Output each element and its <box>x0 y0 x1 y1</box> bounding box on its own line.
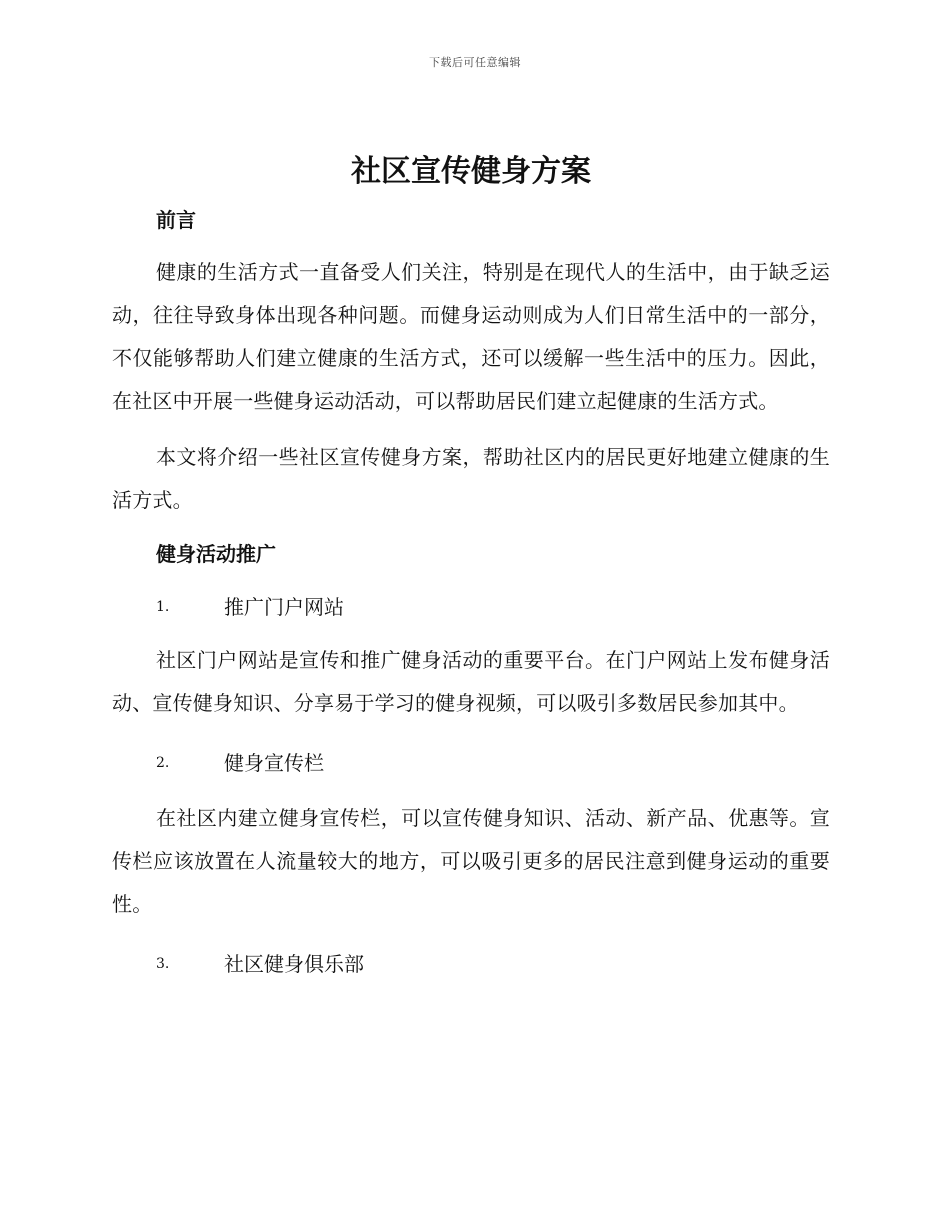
list-number: 1. <box>156 599 170 615</box>
page-header: 下载后可任意编辑 <box>429 56 521 69</box>
list-item-3 <box>112 950 830 978</box>
list-title: 社区健身俱乐部 <box>224 952 364 976</box>
section-heading-promotion: 健身活动推广 <box>156 542 276 566</box>
paragraph-preface-2: 本文将介绍一些社区宣传健身方案，帮助社区内的居民更好地建立健康的生活方式。 <box>112 445 830 512</box>
paragraph-item-1: 社区门户网站是宣传和推广健身活动的重要平台。在门户网站上发布健身活动、宣传健身知识、分享易于学习的健身视频，可以吸引多数居民参加其中。 <box>112 648 830 715</box>
list-title: 推广门户网站 <box>224 595 344 619</box>
section-heading-preface: 前言 <box>156 208 196 232</box>
list-item-2 <box>112 749 830 777</box>
paragraph-item-2: 在社区内建立健身宣传栏，可以宣传健身知识、活动、新产品、优惠等。宣传栏应该放置在人流量较大的地方，可以吸引更多的居民注意到健身运动的重要性。 <box>112 806 830 916</box>
document-body <box>112 152 830 978</box>
paragraph-preface-1: 健康的生活方式一直备受人们关注，特别是在现代人的生活中，由于缺乏运动，往往导致身体出现各种问题。而健身运动则成为人们日常生活中的一部分，不仅能够帮助人们建立健康的生活方式，还可以缓解一些生活中的压力。因此，在社区中开展一些健身运动活动，可以帮助居民们建立起健康的生活方式。 <box>112 260 830 413</box>
list-item-1 <box>112 593 830 621</box>
list-number: 3. <box>156 956 170 972</box>
list-title: 健身宣传栏 <box>224 751 324 775</box>
document-title: 社区宣传健身方案 <box>351 154 591 189</box>
list-number: 2. <box>156 755 170 771</box>
